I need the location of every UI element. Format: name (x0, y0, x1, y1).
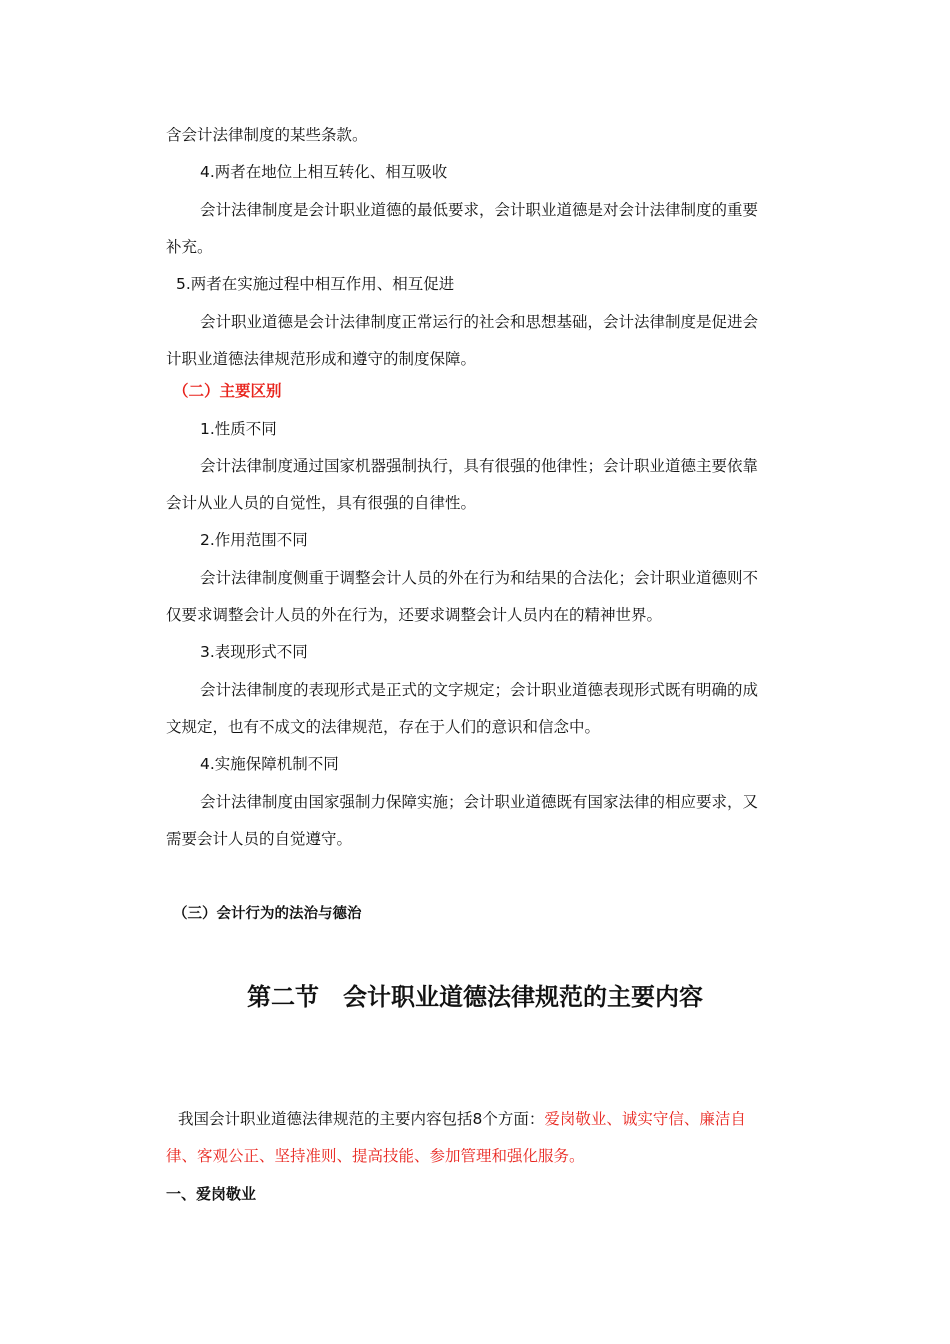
paragraph-line: 补充。 (166, 238, 213, 256)
paragraph-line: 仅要求调整会计人员的外在行为，还要求调整会计人员内在的精神世界。 (166, 606, 663, 624)
paragraph-line: 含会计法律制度的某些条款。 (166, 126, 368, 144)
paragraph-line: 会计职业道德是会计法律制度正常运行的社会和思想基础，会计法律制度是促进会 (200, 313, 759, 331)
paragraph-line: 会计法律制度通过国家机器强制执行，具有很强的他律性；会计职业道德主要依靠 (200, 457, 759, 475)
paragraph-line: 会计法律制度是会计职业道德的最低要求，会计职业道德是对会计法律制度的重要 (200, 201, 759, 219)
paragraph-line: 会计从业人员的自觉性，具有很强的自律性。 (166, 494, 477, 512)
intro-line (178, 1109, 746, 1129)
section-heading-main-differences: （二）主要区别 (173, 382, 282, 400)
subheading-3: 3.表现形式不同 (200, 643, 308, 661)
intro-highlight-continued: 律、客观公正、坚持准则、提高技能、参加管理和强化服务。 (166, 1147, 585, 1165)
subheading-5: 5.两者在实施过程中相互作用、相互促进 (176, 275, 455, 293)
intro-highlight: 爱岗敬业、诚实守信、廉洁自 (544, 1110, 746, 1128)
paragraph-line: 会计法律制度侧重于调整会计人员的外在行为和结果的合法化；会计职业道德则不 (200, 569, 759, 587)
paragraph-line: 会计法律制度由国家强制力保障实施；会计职业道德既有国家法律的相应要求，又 (200, 793, 759, 811)
paragraph-line: 文规定，也有不成文的法律规范，存在于人们的意识和信念中。 (166, 718, 601, 736)
subheading-2: 2.作用范围不同 (200, 531, 308, 549)
section-heading-love-job: 一、爱岗敬业 (166, 1185, 257, 1203)
subheading-4: 4.两者在地位上相互转化、相互吸收 (200, 163, 448, 181)
section-heading-rule-of-law: （三）会计行为的法治与德治 (173, 906, 362, 922)
paragraph-line: 需要会计人员的自觉遵守。 (166, 830, 353, 848)
subheading-4b: 4.实施保障机制不同 (200, 755, 339, 773)
paragraph-line: 会计法律制度的表现形式是正式的文字规定；会计职业道德表现形式既有明确的成 (200, 681, 759, 699)
intro-text: 我国会计职业道德法律规范的主要内容包括8个方面： (178, 1110, 545, 1128)
subheading-1: 1.性质不同 (200, 420, 277, 438)
page-title: 第二节 会计职业道德法律规范的主要内容 (247, 983, 703, 1011)
paragraph-line: 计职业道德法律规范形成和遵守的制度保障。 (166, 350, 477, 368)
